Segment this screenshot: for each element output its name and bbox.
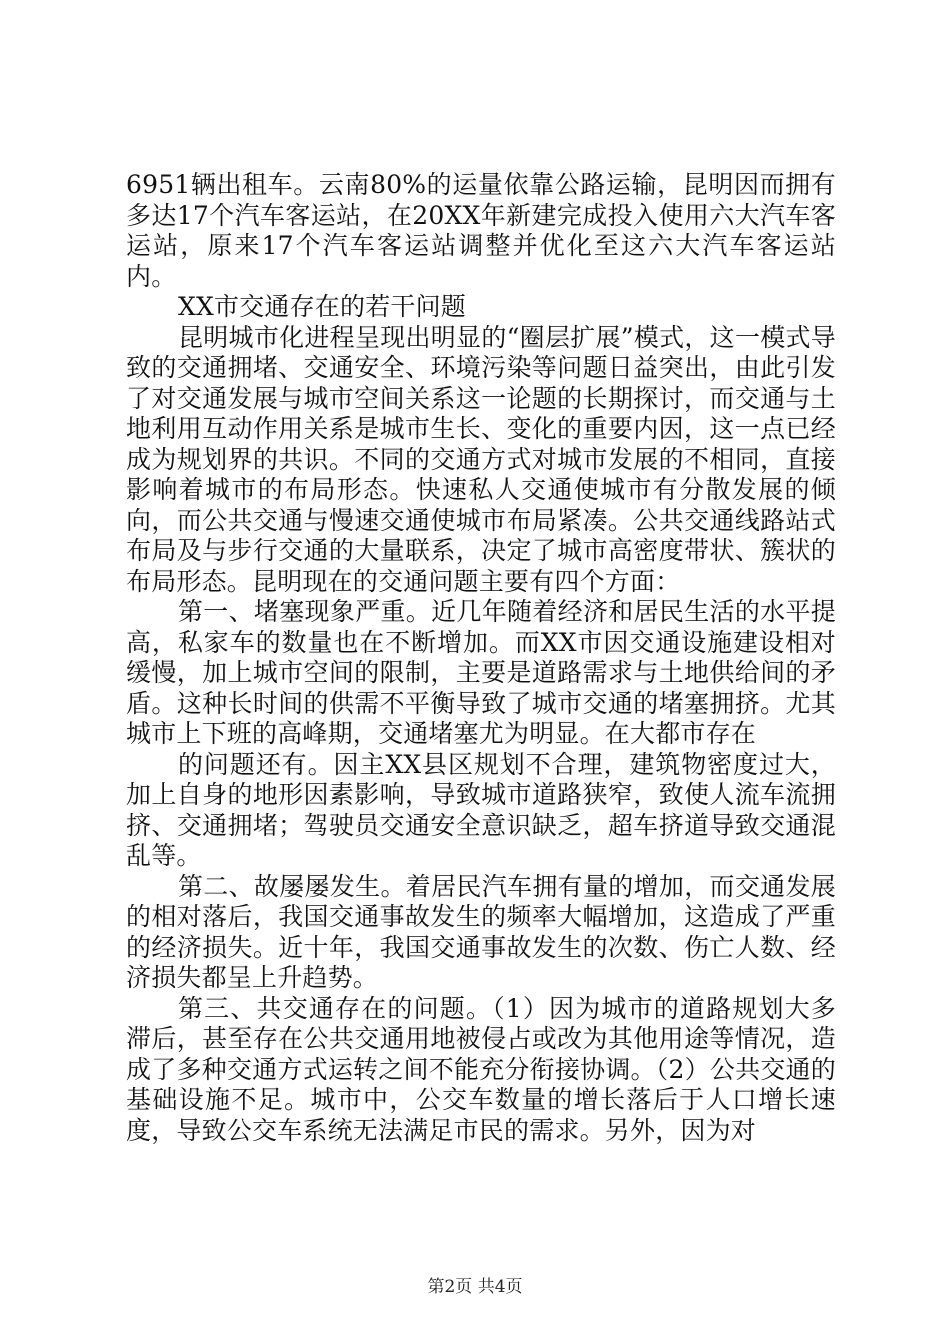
paragraph-continuation: 6951辆出租车。云南80%的运量依靠公路运输，昆明因而拥有多达17个汽车客运站，在20XX年新建完成投入使用六大汽车客运站，原来17个汽车客运站调整并优化至这六大汽车客运站内。 [126, 170, 836, 291]
document-body [126, 170, 836, 1146]
paragraph-overview: 昆明城市化进程呈现出明显的“圈层扩展”模式，这一模式导致的交通拥堵、交通安全、环境污染等问题日益突出，由此引发了对交通发展与城市空间关系这一论题的长期探讨，而交通与土地利用互动作用关系是城市生长、变化的重要内因，这一点已经成为规划界的共识。不同的交通方式对城市发展的不相同，直接影响着城市的布局形态。快速私人交通使城市有分散发展的倾向，而公共交通与慢速交通使城市布局紧凑。公共交通线路站式布局及与步行交通的大量联系，决定了城市高密度带状、簇状的布局形态。昆明现在的交通问题主要有四个方面： [126, 322, 836, 596]
section-heading: XX市交通存在的若干问题 [178, 292, 466, 321]
paragraph-problem-3: 第三、共交通存在的问题。（1）因为城市的道路规划大多滞后，甚至存在公共交通用地被侵占或改为其他用途等情况，造成了多种交通方式运转之间不能充分衔接协调。（2）公共交通的基础设施不足。城市中，公交车数量的增长落后于人口增长速度，导致公交车系统无法满足市民的需求。另外，因为对 [126, 993, 836, 1145]
paragraph-problem-1-cont: 的问题还有。因主XX县区规划不合理，建筑物密度过大，加上自身的地形因素影响，导致城市道路狭窄，致使人流车流拥挤、交通拥堵；驾驶员交通安全意识缺乏，超车挤道导致交通混乱等。 [126, 749, 836, 870]
page-footer: 第2页 共4页 [427, 1277, 523, 1297]
paragraph-problem-1: 第一、堵塞现象严重。近几年随着经济和居民生活的水平提高，私家车的数量也在不断增加。而XX市因交通设施建设相对缓慢，加上城市空间的限制，主要是道路需求与土地供给间的矛盾。这种长时间的供需不平衡导致了城市交通的堵塞拥挤。尤其城市上下班的高峰期，交通堵塞尤为明显。在大都市存在 [126, 597, 836, 748]
paragraph-problem-2: 第二、故屡屡发生。着居民汽车拥有量的增加，而交通发展的相对落后，我国交通事故发生的频率大幅增加，这造成了严重的经济损失。近十年，我国交通事故发生的次数、伤亡人数、经济损失都呈上升趋势。 [126, 871, 836, 992]
